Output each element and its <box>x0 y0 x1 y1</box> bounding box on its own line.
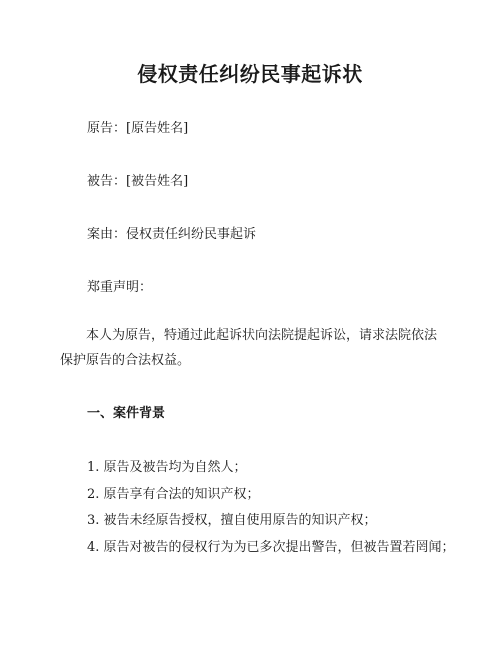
background-item: 2. 原告享有合法的知识产权； <box>87 487 260 502</box>
background-item: 4. 原告对被告的侵权行为为已多次提出警告，但被告置若罔闻； <box>87 540 455 555</box>
document-title: 侵权责任纠纷民事起诉状 <box>137 62 363 86</box>
plaintiff-line: 原告：[原告姓名] <box>87 121 189 136</box>
intro-paragraph: 本人为原告，特通过此起诉状向法院提起诉讼，请求法院依法保护原告的合法权益。 <box>60 328 438 368</box>
section-heading-background: 一、案件背景 <box>87 406 166 421</box>
case-cause-line: 案由：侵权责任纠纷民事起诉 <box>87 227 257 242</box>
background-item: 3. 被告未经原告授权，擅自使用原告的知识产权； <box>87 513 377 528</box>
background-item: 1. 原告及被告均为自然人； <box>87 460 247 475</box>
declaration-line: 郑重声明： <box>87 280 153 295</box>
defendant-line: 被告：[被告姓名] <box>87 174 189 189</box>
